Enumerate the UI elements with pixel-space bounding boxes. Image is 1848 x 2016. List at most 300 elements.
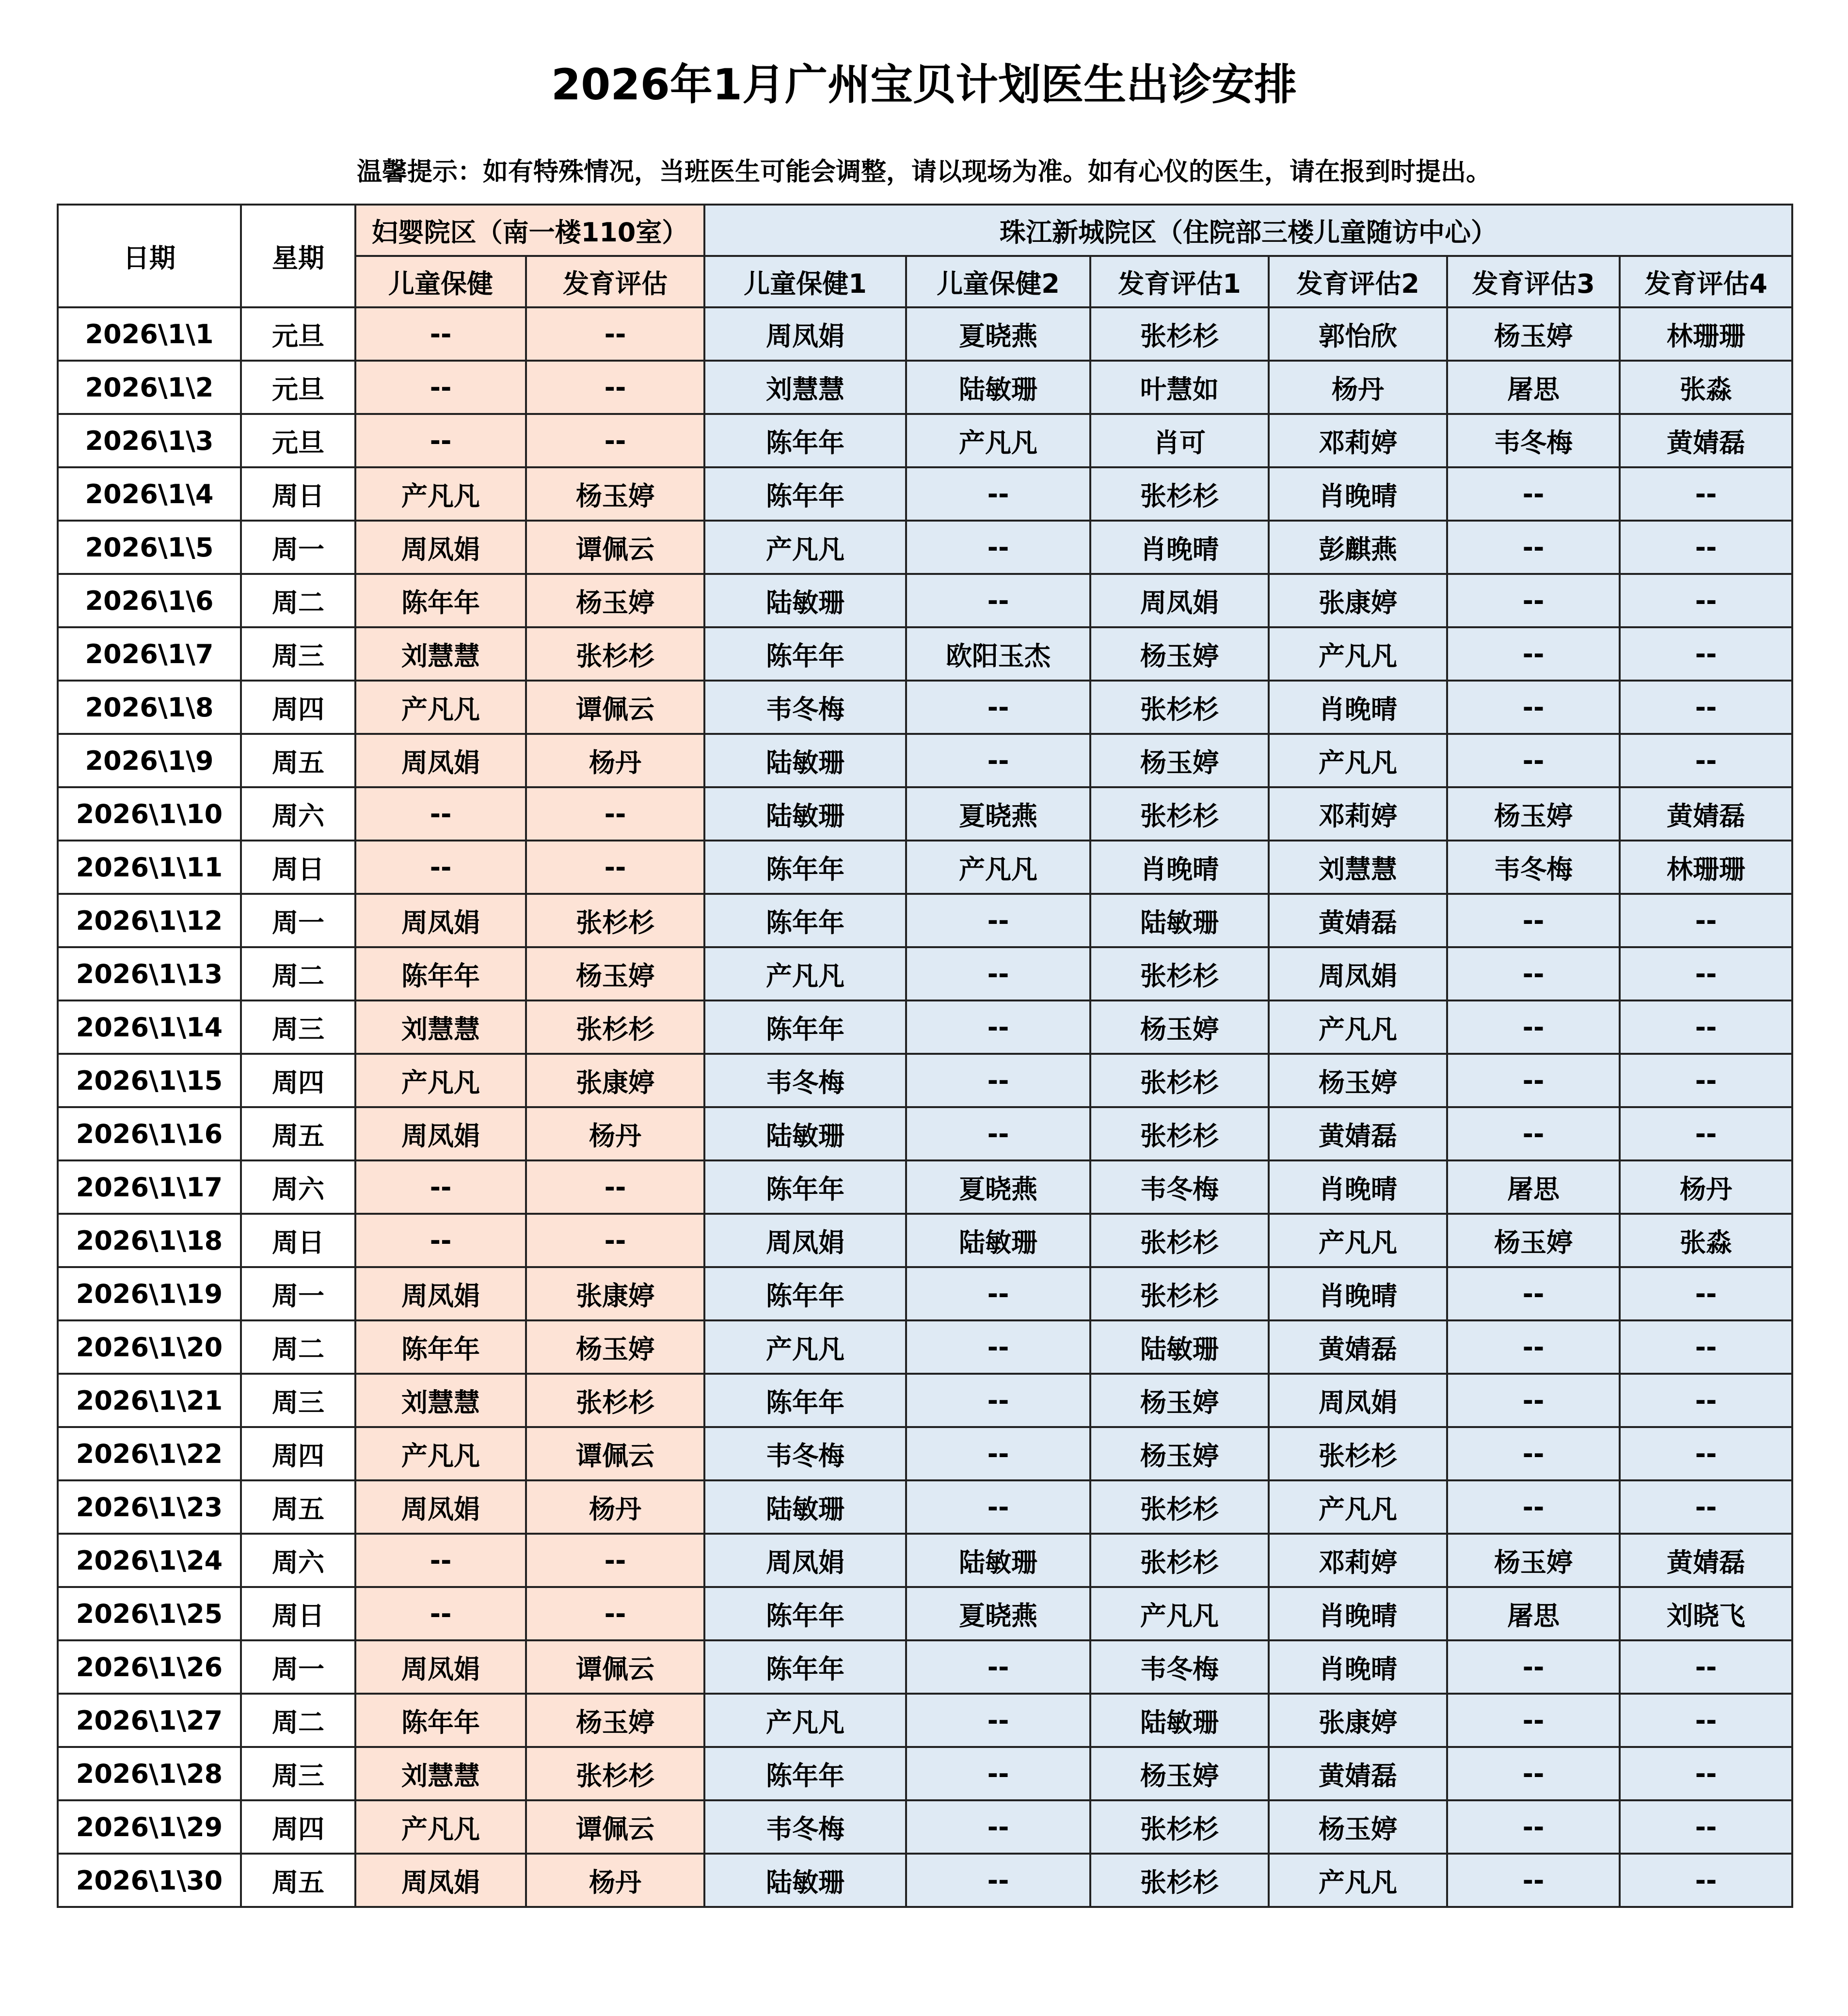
notice-text: 温馨提示：如有特殊情况，当班医生可能会调整，请以现场为准。如有心仪的医生，请在报到时提出。	[356, 158, 1491, 187]
cell-date: 2026\1\14	[58, 1000, 241, 1054]
cell-a-dev-assessment: 谭佩云	[526, 1427, 704, 1480]
cell-a-dev-assessment: 杨玉婷	[526, 1694, 704, 1747]
cell-b-dev-assessment-1: 张杉杉	[1090, 1480, 1269, 1534]
cell-b-child-care-2: --	[906, 1320, 1090, 1374]
cell-b-dev-assessment-3: --	[1447, 1374, 1620, 1427]
cell-b-dev-assessment-2: 产凡凡	[1269, 734, 1447, 787]
cell-weekday: 周四	[241, 1427, 355, 1480]
cell-b-dev-assessment-2: 张康婷	[1269, 574, 1447, 627]
table-row	[58, 521, 1792, 574]
cell-b-dev-assessment-1: 张杉杉	[1090, 787, 1269, 841]
cell-b-dev-assessment-3: 屠思	[1447, 1160, 1620, 1214]
cell-b-dev-assessment-1: 陆敏珊	[1090, 1694, 1269, 1747]
cell-b-dev-assessment-4: --	[1620, 1374, 1792, 1427]
cell-date: 2026\1\15	[58, 1054, 241, 1107]
cell-b-dev-assessment-4: --	[1620, 1000, 1792, 1054]
cell-a-child-care: 刘慧慧	[355, 1747, 526, 1800]
table-row	[58, 894, 1792, 947]
cell-weekday: 周一	[241, 894, 355, 947]
cell-b-dev-assessment-3: --	[1447, 1000, 1620, 1054]
cell-date: 2026\1\13	[58, 947, 241, 1000]
cell-weekday: 周一	[241, 1640, 355, 1694]
cell-b-dev-assessment-3: --	[1447, 627, 1620, 681]
cell-weekday: 周四	[241, 1054, 355, 1107]
cell-b-dev-assessment-3: 屠思	[1447, 1587, 1620, 1640]
cell-weekday: 周一	[241, 521, 355, 574]
cell-a-child-care: 周凤娟	[355, 1640, 526, 1694]
schedule-body	[58, 307, 1792, 1907]
cell-b-dev-assessment-1: 杨玉婷	[1090, 1427, 1269, 1480]
cell-b-dev-assessment-1: 张杉杉	[1090, 947, 1269, 1000]
cell-b-dev-assessment-2: 产凡凡	[1269, 1000, 1447, 1054]
cell-b-child-care-1: 陆敏珊	[704, 574, 906, 627]
cell-b-child-care-2: --	[906, 574, 1090, 627]
cell-date: 2026\1\3	[58, 414, 241, 467]
cell-b-dev-assessment-2: 肖晚晴	[1269, 1160, 1447, 1214]
table-row	[58, 1214, 1792, 1267]
cell-date: 2026\1\18	[58, 1214, 241, 1267]
cell-b-child-care-2: --	[906, 681, 1090, 734]
cell-a-child-care: 周凤娟	[355, 894, 526, 947]
cell-weekday: 周三	[241, 1000, 355, 1054]
table-row	[58, 1054, 1792, 1107]
cell-b-dev-assessment-2: 刘慧慧	[1269, 841, 1447, 894]
cell-b-child-care-1: 陈年年	[704, 1000, 906, 1054]
cell-a-dev-assessment: --	[526, 414, 704, 467]
cell-weekday: 周二	[241, 574, 355, 627]
header-b-dev-assessment-1: 发育评估1	[1090, 256, 1269, 307]
cell-b-dev-assessment-3: --	[1447, 467, 1620, 521]
cell-b-dev-assessment-4: 黄婧磊	[1620, 787, 1792, 841]
cell-b-dev-assessment-2: 黄婧磊	[1269, 894, 1447, 947]
cell-b-dev-assessment-3: --	[1447, 1427, 1620, 1480]
cell-b-child-care-1: 陆敏珊	[704, 1854, 906, 1907]
cell-b-dev-assessment-1: 张杉杉	[1090, 307, 1269, 361]
table-row	[58, 1000, 1792, 1054]
header-a-child-care: 儿童保健	[355, 256, 526, 307]
cell-b-child-care-2: --	[906, 1107, 1090, 1160]
cell-b-dev-assessment-3: --	[1447, 1107, 1620, 1160]
cell-b-dev-assessment-1: 韦冬梅	[1090, 1640, 1269, 1694]
cell-a-dev-assessment: 杨丹	[526, 1480, 704, 1534]
cell-a-dev-assessment: 谭佩云	[526, 521, 704, 574]
table-row	[58, 1160, 1792, 1214]
cell-b-dev-assessment-1: 张杉杉	[1090, 1267, 1269, 1320]
cell-b-child-care-2: 产凡凡	[906, 841, 1090, 894]
cell-b-child-care-2: --	[906, 947, 1090, 1000]
cell-a-child-care: 陈年年	[355, 1694, 526, 1747]
cell-b-dev-assessment-3: 杨玉婷	[1447, 1214, 1620, 1267]
cell-b-dev-assessment-4: --	[1620, 521, 1792, 574]
cell-b-child-care-2: 陆敏珊	[906, 1534, 1090, 1587]
cell-b-child-care-1: 韦冬梅	[704, 1054, 906, 1107]
cell-b-child-care-1: 韦冬梅	[704, 1427, 906, 1480]
header-b-dev-assessment-3: 发育评估3	[1447, 256, 1620, 307]
cell-b-dev-assessment-2: 肖晚晴	[1269, 1587, 1447, 1640]
cell-b-dev-assessment-1: 杨玉婷	[1090, 1000, 1269, 1054]
cell-b-child-care-1: 陈年年	[704, 414, 906, 467]
cell-b-dev-assessment-2: 黄婧磊	[1269, 1320, 1447, 1374]
cell-b-child-care-2: 陆敏珊	[906, 361, 1090, 414]
cell-date: 2026\1\19	[58, 1267, 241, 1320]
cell-b-child-care-1: 陈年年	[704, 841, 906, 894]
cell-b-dev-assessment-2: 周凤娟	[1269, 1374, 1447, 1427]
header-weekday: 星期	[241, 205, 355, 307]
cell-a-dev-assessment: 谭佩云	[526, 681, 704, 734]
cell-b-dev-assessment-2: 邓莉婷	[1269, 787, 1447, 841]
header-campus-b: 珠江新城院区（住院部三楼儿童随访中心）	[704, 205, 1792, 256]
cell-b-child-care-1: 陆敏珊	[704, 787, 906, 841]
cell-date: 2026\1\1	[58, 307, 241, 361]
cell-a-child-care: 周凤娟	[355, 521, 526, 574]
cell-b-child-care-1: 陆敏珊	[704, 1107, 906, 1160]
cell-b-dev-assessment-1: 杨玉婷	[1090, 734, 1269, 787]
table-row	[58, 1320, 1792, 1374]
cell-date: 2026\1\30	[58, 1854, 241, 1907]
table-row	[58, 1854, 1792, 1907]
cell-b-child-care-1: 陆敏珊	[704, 1480, 906, 1534]
cell-a-dev-assessment: 杨玉婷	[526, 947, 704, 1000]
cell-a-dev-assessment: 张康婷	[526, 1054, 704, 1107]
cell-b-child-care-2: --	[906, 521, 1090, 574]
cell-a-dev-assessment: 张杉杉	[526, 1000, 704, 1054]
cell-a-dev-assessment: --	[526, 1160, 704, 1214]
table-row	[58, 841, 1792, 894]
cell-b-dev-assessment-3: --	[1447, 1747, 1620, 1800]
cell-a-dev-assessment: --	[526, 787, 704, 841]
cell-b-child-care-2: --	[906, 1694, 1090, 1747]
cell-a-dev-assessment: 杨丹	[526, 1107, 704, 1160]
cell-b-dev-assessment-4: --	[1620, 734, 1792, 787]
cell-date: 2026\1\27	[58, 1694, 241, 1747]
cell-b-dev-assessment-4: 杨丹	[1620, 1160, 1792, 1214]
table-row	[58, 681, 1792, 734]
cell-b-child-care-2: 陆敏珊	[906, 1214, 1090, 1267]
cell-b-dev-assessment-1: 肖晚晴	[1090, 521, 1269, 574]
cell-date: 2026\1\21	[58, 1374, 241, 1427]
cell-a-dev-assessment: 杨玉婷	[526, 467, 704, 521]
cell-b-dev-assessment-3: --	[1447, 1640, 1620, 1694]
cell-b-child-care-1: 陈年年	[704, 1587, 906, 1640]
cell-a-dev-assessment: 张杉杉	[526, 894, 704, 947]
cell-date: 2026\1\28	[58, 1747, 241, 1800]
cell-b-child-care-1: 周凤娟	[704, 1534, 906, 1587]
cell-a-dev-assessment: 杨丹	[526, 1854, 704, 1907]
cell-a-child-care: 产凡凡	[355, 681, 526, 734]
cell-weekday: 周三	[241, 1374, 355, 1427]
table-row	[58, 1480, 1792, 1534]
cell-b-dev-assessment-4: --	[1620, 1107, 1792, 1160]
cell-a-dev-assessment: --	[526, 307, 704, 361]
cell-b-child-care-1: 周凤娟	[704, 1214, 906, 1267]
cell-a-dev-assessment: --	[526, 361, 704, 414]
cell-b-dev-assessment-3: 杨玉婷	[1447, 307, 1620, 361]
table-row	[58, 1800, 1792, 1854]
table-row	[58, 787, 1792, 841]
cell-a-child-care: --	[355, 414, 526, 467]
cell-b-dev-assessment-4: --	[1620, 1427, 1792, 1480]
cell-date: 2026\1\8	[58, 681, 241, 734]
cell-b-dev-assessment-4: --	[1620, 894, 1792, 947]
cell-b-child-care-1: 陈年年	[704, 894, 906, 947]
cell-b-dev-assessment-4: 黄婧磊	[1620, 1534, 1792, 1587]
cell-b-child-care-2: 夏晓燕	[906, 787, 1090, 841]
header-b-child-care-2: 儿童保健2	[906, 256, 1090, 307]
cell-a-dev-assessment: 杨玉婷	[526, 1320, 704, 1374]
cell-b-child-care-1: 产凡凡	[704, 1320, 906, 1374]
cell-b-child-care-2: --	[906, 1747, 1090, 1800]
cell-a-child-care: 周凤娟	[355, 1854, 526, 1907]
cell-a-child-care: 刘慧慧	[355, 1000, 526, 1054]
cell-weekday: 周日	[241, 467, 355, 521]
cell-b-dev-assessment-4: --	[1620, 1694, 1792, 1747]
cell-weekday: 元旦	[241, 361, 355, 414]
cell-weekday: 周一	[241, 1267, 355, 1320]
cell-b-dev-assessment-3: --	[1447, 1054, 1620, 1107]
cell-b-dev-assessment-4: --	[1620, 467, 1792, 521]
cell-date: 2026\1\9	[58, 734, 241, 787]
cell-b-child-care-1: 产凡凡	[704, 1694, 906, 1747]
cell-b-dev-assessment-2: 杨玉婷	[1269, 1800, 1447, 1854]
cell-b-dev-assessment-4: 林珊珊	[1620, 307, 1792, 361]
cell-date: 2026\1\4	[58, 467, 241, 521]
header-campus-a: 妇婴院区（南一楼110室）	[355, 205, 704, 256]
cell-b-dev-assessment-1: 张杉杉	[1090, 467, 1269, 521]
table-row	[58, 1640, 1792, 1694]
cell-a-child-care: 周凤娟	[355, 1107, 526, 1160]
cell-b-dev-assessment-4: --	[1620, 681, 1792, 734]
cell-a-child-care: --	[355, 307, 526, 361]
cell-weekday: 周四	[241, 681, 355, 734]
table-row	[58, 414, 1792, 467]
cell-b-dev-assessment-2: 杨丹	[1269, 361, 1447, 414]
cell-weekday: 周二	[241, 1694, 355, 1747]
cell-date: 2026\1\23	[58, 1480, 241, 1534]
cell-date: 2026\1\25	[58, 1587, 241, 1640]
cell-a-dev-assessment: 杨丹	[526, 734, 704, 787]
cell-a-dev-assessment: --	[526, 841, 704, 894]
cell-a-child-care: --	[355, 1214, 526, 1267]
cell-a-dev-assessment: 张杉杉	[526, 627, 704, 681]
cell-b-dev-assessment-2: 黄婧磊	[1269, 1747, 1447, 1800]
table-row	[58, 1747, 1792, 1800]
cell-b-dev-assessment-3: --	[1447, 681, 1620, 734]
header-b-dev-assessment-2: 发育评估2	[1269, 256, 1447, 307]
cell-b-dev-assessment-4: --	[1620, 1640, 1792, 1694]
cell-b-dev-assessment-3: --	[1447, 734, 1620, 787]
cell-b-dev-assessment-1: 陆敏珊	[1090, 1320, 1269, 1374]
cell-b-dev-assessment-2: 郭怡欣	[1269, 307, 1447, 361]
cell-b-dev-assessment-4: --	[1620, 1854, 1792, 1907]
cell-b-dev-assessment-4: --	[1620, 1480, 1792, 1534]
table-row	[58, 574, 1792, 627]
table-row	[58, 1374, 1792, 1427]
cell-a-child-care: 产凡凡	[355, 1427, 526, 1480]
table-row	[58, 1587, 1792, 1640]
cell-b-dev-assessment-4: --	[1620, 627, 1792, 681]
cell-b-dev-assessment-4: --	[1620, 574, 1792, 627]
cell-b-child-care-2: 夏晓燕	[906, 1160, 1090, 1214]
cell-b-dev-assessment-3: --	[1447, 1320, 1620, 1374]
cell-b-child-care-2: 欧阳玉杰	[906, 627, 1090, 681]
cell-b-child-care-2: --	[906, 1427, 1090, 1480]
cell-a-dev-assessment: 杨玉婷	[526, 574, 704, 627]
cell-date: 2026\1\24	[58, 1534, 241, 1587]
cell-date: 2026\1\16	[58, 1107, 241, 1160]
cell-b-dev-assessment-2: 产凡凡	[1269, 1214, 1447, 1267]
cell-b-child-care-1: 陈年年	[704, 1160, 906, 1214]
cell-b-child-care-1: 陈年年	[704, 1747, 906, 1800]
cell-b-dev-assessment-2: 肖晚晴	[1269, 467, 1447, 521]
cell-a-dev-assessment: 谭佩云	[526, 1800, 704, 1854]
cell-a-child-care: --	[355, 841, 526, 894]
cell-weekday: 周二	[241, 947, 355, 1000]
cell-date: 2026\1\10	[58, 787, 241, 841]
table-row	[58, 627, 1792, 681]
cell-a-dev-assessment: 张康婷	[526, 1267, 704, 1320]
cell-a-child-care: 刘慧慧	[355, 1374, 526, 1427]
cell-b-dev-assessment-2: 邓莉婷	[1269, 414, 1447, 467]
cell-b-child-care-2: --	[906, 894, 1090, 947]
cell-b-dev-assessment-1: 杨玉婷	[1090, 1374, 1269, 1427]
cell-b-dev-assessment-3: 杨玉婷	[1447, 1534, 1620, 1587]
cell-a-child-care: 陈年年	[355, 574, 526, 627]
cell-b-dev-assessment-2: 彭麒燕	[1269, 521, 1447, 574]
cell-a-dev-assessment: 谭佩云	[526, 1640, 704, 1694]
table-row	[58, 1534, 1792, 1587]
cell-b-dev-assessment-1: 张杉杉	[1090, 1800, 1269, 1854]
cell-b-dev-assessment-3: --	[1447, 521, 1620, 574]
cell-weekday: 周六	[241, 1534, 355, 1587]
cell-b-dev-assessment-3: --	[1447, 894, 1620, 947]
table-row	[58, 947, 1792, 1000]
cell-date: 2026\1\29	[58, 1800, 241, 1854]
cell-a-dev-assessment: 张杉杉	[526, 1747, 704, 1800]
cell-a-child-care: --	[355, 1534, 526, 1587]
cell-b-dev-assessment-3: --	[1447, 1800, 1620, 1854]
table-row	[58, 467, 1792, 521]
cell-b-dev-assessment-1: 肖晚晴	[1090, 841, 1269, 894]
cell-b-child-care-1: 产凡凡	[704, 947, 906, 1000]
cell-b-dev-assessment-3: 韦冬梅	[1447, 414, 1620, 467]
cell-b-dev-assessment-3: 杨玉婷	[1447, 787, 1620, 841]
cell-b-dev-assessment-1: 陆敏珊	[1090, 894, 1269, 947]
cell-date: 2026\1\12	[58, 894, 241, 947]
cell-b-dev-assessment-1: 肖可	[1090, 414, 1269, 467]
cell-b-dev-assessment-1: 杨玉婷	[1090, 1747, 1269, 1800]
cell-a-child-care: --	[355, 361, 526, 414]
cell-weekday: 周三	[241, 1747, 355, 1800]
cell-a-dev-assessment: --	[526, 1214, 704, 1267]
table-row	[58, 1427, 1792, 1480]
cell-b-dev-assessment-4: 林珊珊	[1620, 841, 1792, 894]
cell-b-dev-assessment-2: 张杉杉	[1269, 1427, 1447, 1480]
table-row	[58, 361, 1792, 414]
header-b-child-care-1: 儿童保健1	[704, 256, 906, 307]
cell-weekday: 元旦	[241, 307, 355, 361]
cell-weekday: 周六	[241, 1160, 355, 1214]
cell-b-child-care-1: 陈年年	[704, 467, 906, 521]
header-b-dev-assessment-4: 发育评估4	[1620, 256, 1792, 307]
cell-a-child-care: 陈年年	[355, 947, 526, 1000]
cell-b-child-care-2: --	[906, 467, 1090, 521]
cell-b-dev-assessment-1: 杨玉婷	[1090, 627, 1269, 681]
cell-weekday: 周四	[241, 1800, 355, 1854]
cell-b-child-care-1: 陈年年	[704, 1640, 906, 1694]
cell-b-dev-assessment-4: --	[1620, 1747, 1792, 1800]
cell-b-child-care-1: 韦冬梅	[704, 1800, 906, 1854]
cell-b-dev-assessment-1: 张杉杉	[1090, 1854, 1269, 1907]
cell-b-dev-assessment-3: --	[1447, 1267, 1620, 1320]
cell-b-dev-assessment-4: 刘晓飞	[1620, 1587, 1792, 1640]
cell-b-dev-assessment-4: --	[1620, 1267, 1792, 1320]
cell-b-dev-assessment-1: 周凤娟	[1090, 574, 1269, 627]
table-row	[58, 1267, 1792, 1320]
cell-weekday: 周五	[241, 1854, 355, 1907]
cell-b-child-care-2: --	[906, 1054, 1090, 1107]
cell-b-dev-assessment-4: 张淼	[1620, 361, 1792, 414]
cell-date: 2026\1\2	[58, 361, 241, 414]
cell-weekday: 周三	[241, 627, 355, 681]
cell-b-dev-assessment-3: --	[1447, 1480, 1620, 1534]
header-row-1	[58, 205, 1792, 256]
cell-b-child-care-2: --	[906, 734, 1090, 787]
table-row	[58, 1694, 1792, 1747]
cell-b-dev-assessment-1: 韦冬梅	[1090, 1160, 1269, 1214]
cell-b-dev-assessment-2: 邓莉婷	[1269, 1534, 1447, 1587]
cell-date: 2026\1\26	[58, 1640, 241, 1694]
cell-weekday: 元旦	[241, 414, 355, 467]
cell-b-child-care-1: 产凡凡	[704, 521, 906, 574]
cell-b-dev-assessment-4: 张淼	[1620, 1214, 1792, 1267]
cell-b-dev-assessment-1: 张杉杉	[1090, 681, 1269, 734]
cell-b-dev-assessment-2: 产凡凡	[1269, 1854, 1447, 1907]
cell-b-child-care-1: 陈年年	[704, 1374, 906, 1427]
cell-date: 2026\1\5	[58, 521, 241, 574]
cell-weekday: 周日	[241, 841, 355, 894]
cell-weekday: 周日	[241, 1214, 355, 1267]
cell-weekday: 周五	[241, 1107, 355, 1160]
cell-b-dev-assessment-3: 韦冬梅	[1447, 841, 1620, 894]
cell-a-dev-assessment: --	[526, 1534, 704, 1587]
cell-a-child-care: 产凡凡	[355, 1800, 526, 1854]
cell-date: 2026\1\11	[58, 841, 241, 894]
cell-b-child-care-2: 产凡凡	[906, 414, 1090, 467]
cell-b-dev-assessment-3: --	[1447, 574, 1620, 627]
cell-b-dev-assessment-4: --	[1620, 1800, 1792, 1854]
cell-b-dev-assessment-2: 杨玉婷	[1269, 1054, 1447, 1107]
cell-a-child-care: --	[355, 1587, 526, 1640]
table-row	[58, 307, 1792, 361]
header-date: 日期	[58, 205, 241, 307]
cell-b-child-care-2: 夏晓燕	[906, 1587, 1090, 1640]
cell-b-child-care-2: --	[906, 1000, 1090, 1054]
cell-b-child-care-1: 陈年年	[704, 627, 906, 681]
cell-a-child-care: 周凤娟	[355, 734, 526, 787]
cell-b-dev-assessment-1: 产凡凡	[1090, 1587, 1269, 1640]
cell-b-dev-assessment-4: --	[1620, 1320, 1792, 1374]
cell-a-dev-assessment: 张杉杉	[526, 1374, 704, 1427]
cell-b-child-care-1: 周凤娟	[704, 307, 906, 361]
cell-date: 2026\1\22	[58, 1427, 241, 1480]
cell-b-dev-assessment-1: 张杉杉	[1090, 1107, 1269, 1160]
cell-b-child-care-2: --	[906, 1480, 1090, 1534]
cell-a-child-care: 周凤娟	[355, 1480, 526, 1534]
cell-weekday: 周五	[241, 734, 355, 787]
cell-b-dev-assessment-2: 产凡凡	[1269, 1480, 1447, 1534]
table-row	[58, 1107, 1792, 1160]
cell-b-dev-assessment-3: --	[1447, 1854, 1620, 1907]
